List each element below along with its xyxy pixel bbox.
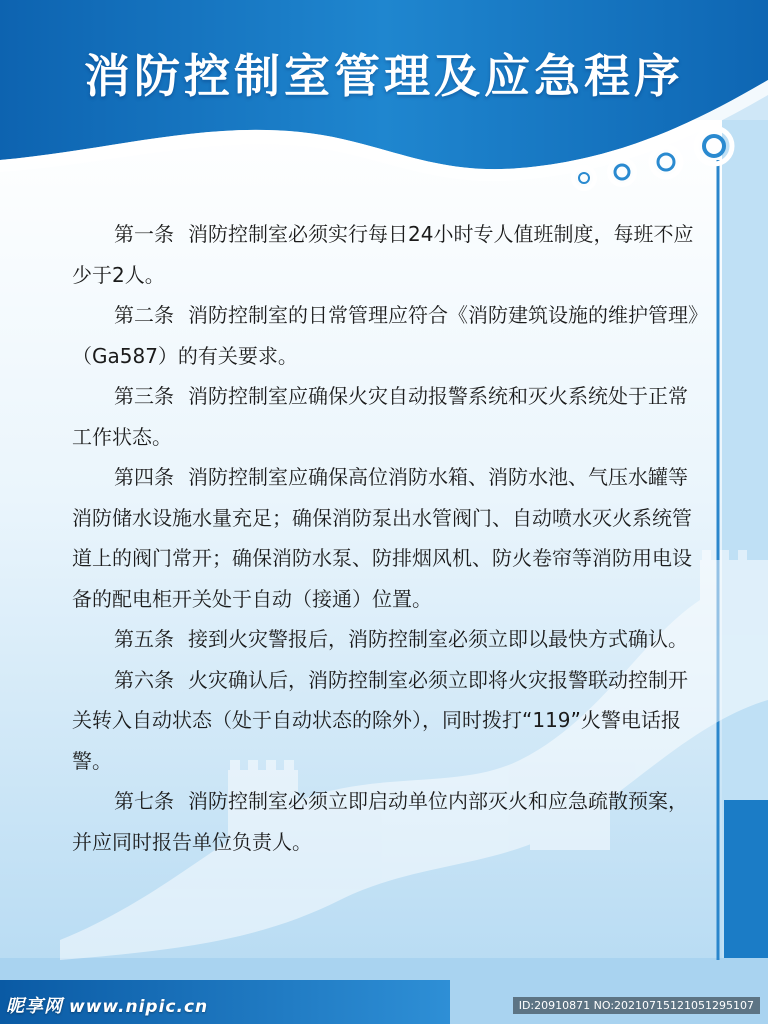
article-label: 第四条 [114,465,174,489]
site-watermark [6,992,208,1018]
article-label: 第六条 [114,667,174,692]
article-list [72,214,700,862]
article-5 [72,619,700,660]
page-title: 消防控制室管理及应急程序 [84,49,684,103]
article-text: 消防控制室应确保高位消防水箱、消防水池、气压水罐等消防储水设施水量充足；确保消防泵出水管阀门、自动喷水灭火系统管道上的阀门常开；确保消防水泵、防排烟风机、防火卷帘等消防用电设备的配电柜开关处于自动（接通）位置。 [72,465,692,611]
article-label: 第一条 [114,222,174,246]
watermark-logo: 昵享网 [6,996,63,1017]
article-3 [72,376,700,457]
article-label: 第七条 [114,789,174,813]
image-id-stamp: ID:20910871 NO:20210715121051295107 [513,997,760,1014]
article-text: 接到火灾警报后，消防控制室必须立即以最快方式确认。 [188,627,688,651]
article-text: 消防控制室应确保火灾自动报警系统和灭火系统处于正常工作状态。 [72,384,688,449]
article-label: 第三条 [114,384,174,408]
article-6 [72,660,700,782]
article-4 [72,457,700,619]
article-7 [72,781,700,862]
article-2 [72,295,700,376]
article-text: 火灾确认后，消防控制室必须立即将火灾报警联动控制开关转入自动状态（处于自动状态的除外），同时拨打“119”火警电话报警。 [72,667,688,773]
article-label: 第五条 [114,627,174,651]
article-text: 消防控制室必须实行每日24小时专人值班制度，每班不应少于2人。 [72,222,694,287]
article-label: 第二条 [114,303,174,327]
article-text: 消防控制室的日常管理应符合《消防建筑设施的维护管理》（Ga587）的有关要求。 [72,303,698,368]
article-text: 消防控制室必须立即启动单位内部灭火和应急疏散预案，并应同时报告单位负责人。 [72,789,688,854]
watermark-url: www.nipic.cn [69,997,209,1017]
article-1 [72,214,700,295]
